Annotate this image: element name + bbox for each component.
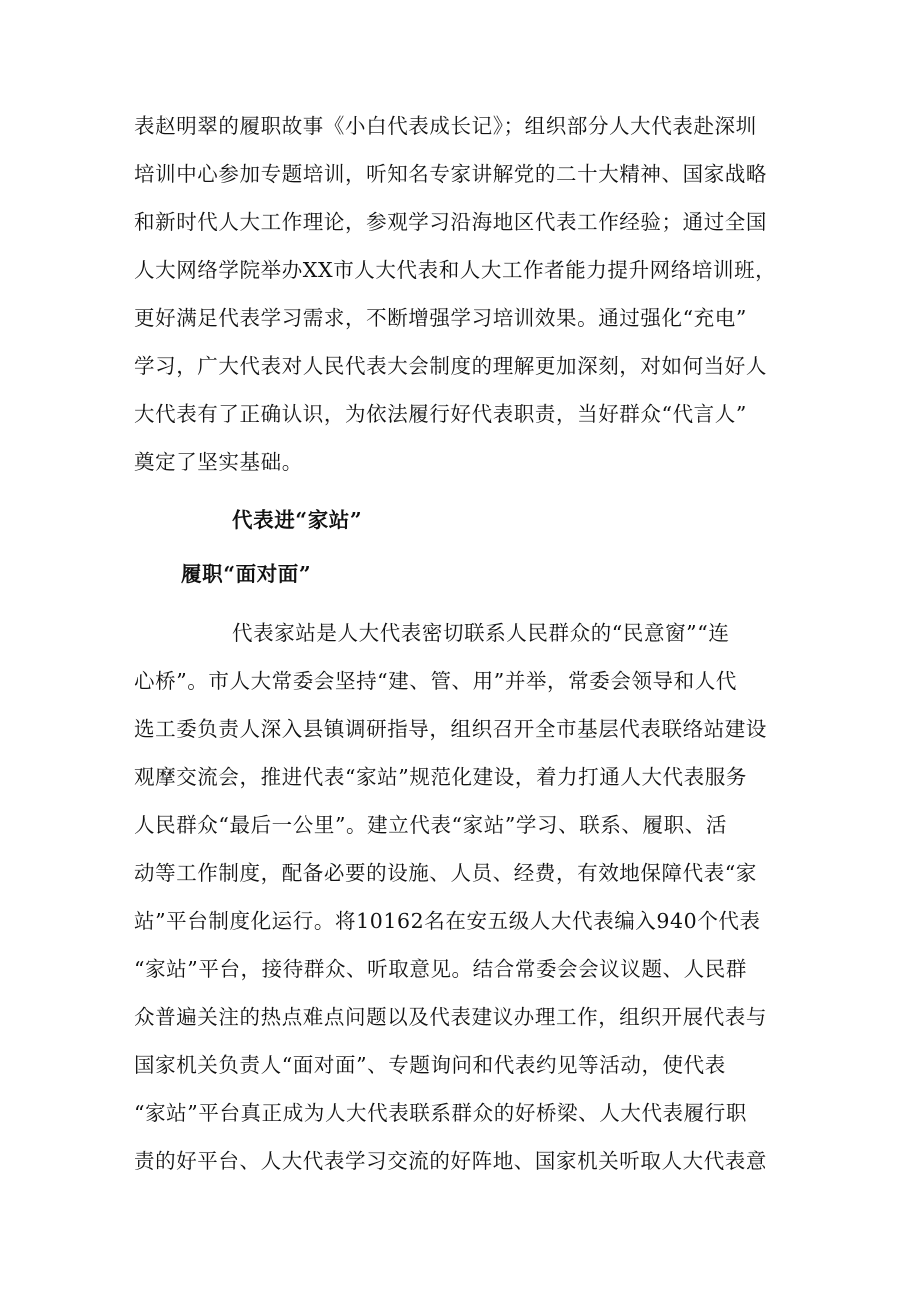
section-heading-line-2: 履职“面对面” bbox=[181, 562, 312, 586]
paragraph-2-line-4: 观摩交流会，推进代表“家站”规范化建设，着力打通人大代表服务 bbox=[134, 765, 747, 789]
paragraph-2-line-3: 选工委负责人深入县镇调研指导，组织召开全市基层代表联络站建设 bbox=[134, 717, 767, 741]
paragraph-1-line-4: 人大网络学院举办XX市人大代表和人大工作者能力提升网络培训班， bbox=[134, 258, 777, 282]
paragraph-2-line-2: 心桥”。市人大常委会坚持“建、管、用”并举，常委会领导和人代 bbox=[134, 669, 737, 693]
paragraph-2-line-9: 众普遍关注的热点难点问题以及代表建议办理工作，组织开展代表与 bbox=[134, 1005, 767, 1029]
paragraph-1-line-8: 奠定了坚实基础。 bbox=[134, 450, 303, 474]
paragraph-2-line-7: 站”平台制度化运行。将10162名在安五级人大代表编入940个代表 bbox=[134, 909, 761, 933]
section-heading-line-1: 代表进“家站” bbox=[232, 508, 363, 532]
paragraph-1-line-5: 更好满足代表学习需求，不断增强学习培训效果。通过强化“充电” bbox=[134, 306, 747, 330]
paragraph-1-line-3: 和新时代人大工作理论，参观学习沿海地区代表工作经验；通过全国 bbox=[134, 210, 767, 234]
paragraph-2-line-1: 代表家站是人大代表密切联系人民群众的“民意窗”“连 bbox=[232, 621, 730, 645]
paragraph-2-line-6: 动等工作制度，配备必要的设施、人员、经费，有效地保障代表“家 bbox=[134, 861, 757, 885]
paragraph-1-line-1: 表赵明翠的履职故事《小白代表成长记》；组织部分人大代表赴深圳 bbox=[134, 114, 757, 138]
paragraph-2-line-12: 责的好平台、人大代表学习交流的好阵地、国家机关听取人大代表意 bbox=[134, 1149, 767, 1173]
paragraph-1-line-6: 学习，广大代表对人民代表大会制度的理解更加深刻，对如何当好人 bbox=[134, 354, 767, 378]
paragraph-1-line-7: 大代表有了正确认识，为依法履行好代表职责，当好群众“代言人” bbox=[134, 402, 747, 426]
paragraph-2-line-10: 国家机关负责人“面对面”、专题询问和代表约见等活动，使代表 bbox=[134, 1053, 726, 1077]
paragraph-1-line-2: 培训中心参加专题培训，听知名专家讲解党的二十大精神、国家战略 bbox=[134, 162, 767, 186]
paragraph-2-line-5: 人民群众“最后一公里”。建立代表“家站”学习、联系、履职、活 bbox=[134, 813, 727, 837]
paragraph-2-line-11: “家站”平台真正成为人大代表联系群众的好桥梁、人大代表履行职 bbox=[134, 1101, 747, 1125]
paragraph-2-line-8: “家站”平台，接待群众、听取意见。结合常委会会议议题、人民群 bbox=[134, 957, 747, 981]
